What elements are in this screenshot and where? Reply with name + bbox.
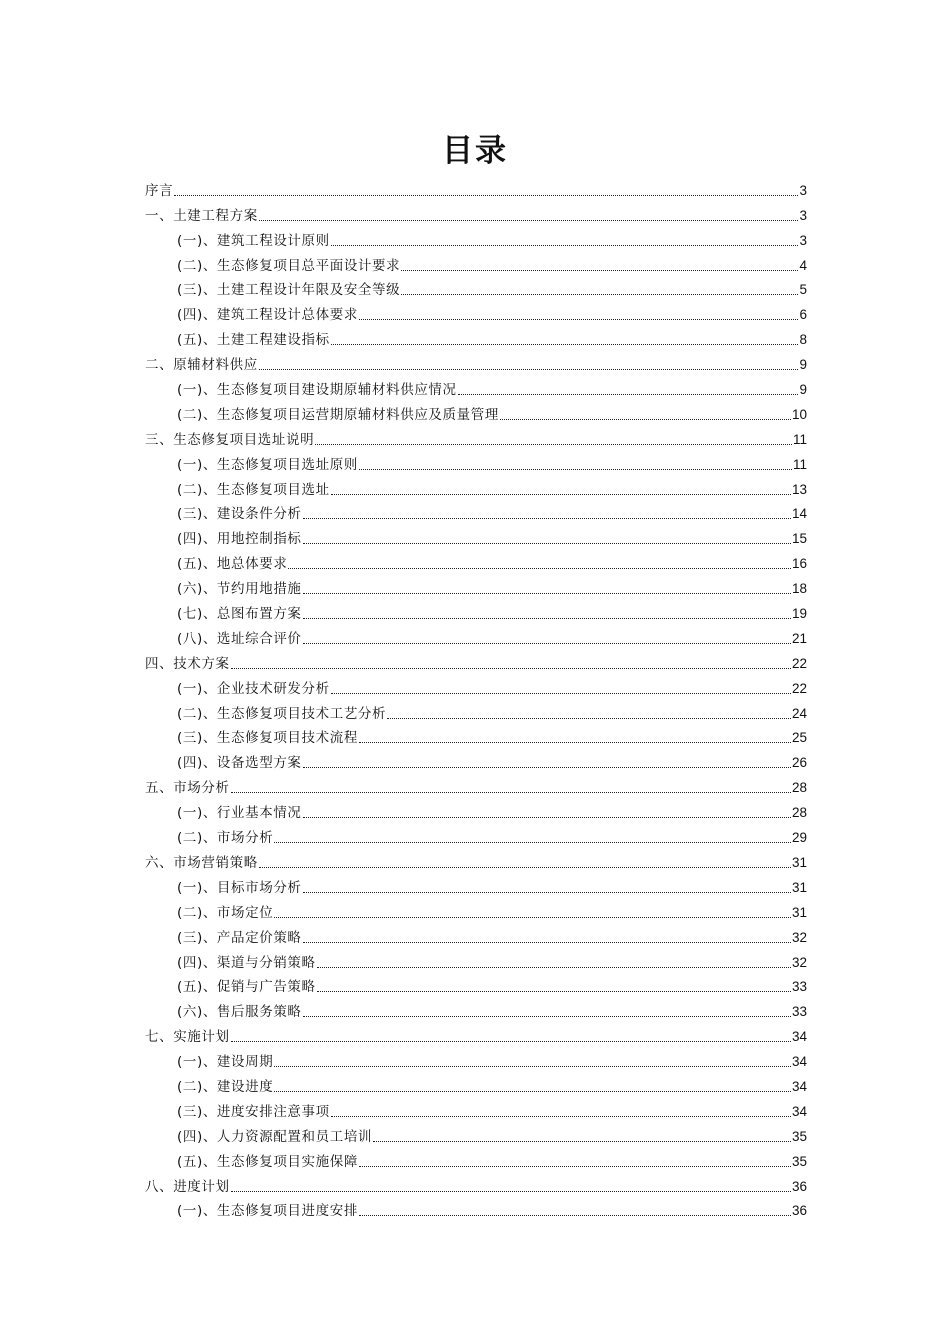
toc-entry-label: (一)、企业技术研发分析: [177, 680, 330, 697]
toc-dot-leader: [303, 892, 791, 893]
toc-entry-chapter[interactable]: [145, 772, 807, 797]
toc-entry-page-number: 4: [799, 257, 807, 273]
toc-entry-label: (四)、渠道与分销策略: [177, 954, 316, 971]
toc-dot-leader: [331, 693, 791, 694]
toc-entry-page-number: 28: [791, 805, 807, 821]
toc-dot-leader: [303, 643, 791, 644]
toc-entry-page-number: 36: [791, 1178, 807, 1194]
toc-entry-label: 五、市场分析: [145, 780, 230, 797]
toc-dot-leader: [303, 942, 791, 943]
toc-entry-label: (四)、设备选型方案: [177, 755, 302, 772]
toc-dot-leader: [288, 568, 791, 569]
toc-entry-chapter[interactable]: [145, 175, 807, 200]
toc-entry-label: (三)、建设条件分析: [177, 506, 302, 523]
toc-entry-label: (一)、行业基本情况: [177, 805, 302, 822]
toc-entry-page-number: 18: [791, 581, 807, 597]
toc-dot-leader: [331, 1116, 791, 1117]
toc-entry-section[interactable]: [145, 822, 807, 847]
toc-entry-page-number: 34: [791, 1054, 807, 1070]
toc-entry-page-number: 28: [791, 780, 807, 796]
toc-list: [145, 175, 807, 1220]
toc-entry-page-number: 14: [791, 506, 807, 522]
toc-entry-label: (一)、生态修复项目建设期原辅材料供应情况: [177, 382, 457, 399]
toc-dot-leader: [331, 245, 799, 246]
toc-dot-leader: [317, 967, 791, 968]
toc-entry-page-number: 33: [791, 979, 807, 995]
toc-entry-section[interactable]: [145, 897, 807, 922]
toc-entry-label: (八)、选址综合评价: [177, 630, 302, 647]
toc-entry-section[interactable]: [145, 225, 807, 250]
toc-entry-page-number: 34: [791, 1078, 807, 1094]
toc-entry-page-number: 24: [791, 705, 807, 721]
toc-entry-chapter[interactable]: [145, 424, 807, 449]
toc-entry-section[interactable]: [145, 872, 807, 897]
toc-entry-section[interactable]: [145, 698, 807, 723]
toc-entry-chapter[interactable]: [145, 1171, 807, 1196]
toc-dot-leader: [303, 593, 791, 594]
toc-entry-label: (一)、生态修复项目进度安排: [177, 1203, 358, 1220]
toc-dot-leader: [259, 369, 799, 370]
toc-entry-page-number: 5: [799, 282, 807, 298]
toc-entry-section[interactable]: [145, 797, 807, 822]
toc-dot-leader: [303, 767, 791, 768]
toc-entry-section[interactable]: [145, 250, 807, 275]
toc-entry-page-number: 8: [799, 332, 807, 348]
toc-entry-chapter[interactable]: [145, 1021, 807, 1046]
toc-entry-label: (二)、生态修复项目运营期原辅材料供应及质量管理: [177, 406, 499, 423]
toc-entry-section[interactable]: [145, 1146, 807, 1171]
toc-dot-leader: [274, 842, 791, 843]
toc-entry-label: (三)、进度安排注意事项: [177, 1103, 330, 1120]
toc-entry-section[interactable]: [145, 972, 807, 997]
toc-entry-page-number: 9: [799, 382, 807, 398]
toc-entry-label: (六)、售后服务策略: [177, 1004, 302, 1021]
toc-entry-label: (七)、总图布置方案: [177, 606, 302, 623]
toc-entry-page-number: 10: [791, 406, 807, 422]
toc-entry-section[interactable]: [145, 523, 807, 548]
toc-entry-label: (一)、生态修复项目选址原则: [177, 456, 358, 473]
toc-entry-section[interactable]: [145, 673, 807, 698]
toc-entry-page-number: 31: [791, 904, 807, 920]
toc-entry-label: 六、市场营销策略: [145, 854, 258, 871]
toc-entry-page-number: 22: [791, 655, 807, 671]
toc-entry-label: (四)、建筑工程设计总体要求: [177, 307, 358, 324]
toc-dot-leader: [303, 1016, 791, 1017]
toc-entry-section[interactable]: [145, 399, 807, 424]
toc-dot-leader: [315, 444, 792, 445]
toc-dot-leader: [303, 518, 791, 519]
toc-dot-leader: [174, 195, 798, 196]
toc-entry-section[interactable]: [145, 996, 807, 1021]
toc-entry-section[interactable]: [145, 723, 807, 748]
toc-entry-section[interactable]: [145, 499, 807, 524]
toc-entry-label: 一、土建工程方案: [145, 207, 258, 224]
toc-dot-leader: [231, 668, 791, 669]
toc-entry-label: 七、实施计划: [145, 1029, 230, 1046]
toc-entry-label: (五)、生态修复项目实施保障: [177, 1153, 358, 1170]
toc-entry-section[interactable]: [145, 299, 807, 324]
toc-dot-leader: [401, 270, 798, 271]
toc-entry-section[interactable]: [145, 623, 807, 648]
toc-entry-page-number: 31: [791, 854, 807, 870]
toc-entry-label: 四、技术方案: [145, 655, 230, 672]
toc-dot-leader: [303, 543, 791, 544]
toc-dot-leader: [458, 394, 799, 395]
toc-entry-label: (五)、土建工程建设指标: [177, 332, 330, 349]
toc-entry-section[interactable]: [145, 598, 807, 623]
toc-title: 目录: [442, 133, 508, 169]
toc-entry-section[interactable]: [145, 747, 807, 772]
toc-entry-label: (二)、生态修复项目总平面设计要求: [177, 257, 401, 274]
toc-entry-section[interactable]: [145, 1071, 807, 1096]
toc-entry-page-number: 34: [791, 1103, 807, 1119]
toc-dot-leader: [359, 1166, 791, 1167]
toc-entry-chapter[interactable]: [145, 847, 807, 872]
toc-entry-label: (三)、生态修复项目技术流程: [177, 730, 358, 747]
toc-dot-leader: [231, 792, 791, 793]
toc-dot-leader: [274, 1091, 791, 1092]
toc-entry-page-number: 36: [791, 1203, 807, 1219]
toc-entry-page-number: 11: [792, 456, 807, 472]
toc-entry-chapter[interactable]: [145, 648, 807, 673]
toc-entry-label: (三)、土建工程设计年限及安全等级: [177, 282, 401, 299]
toc-entry-label: (二)、建设进度: [177, 1078, 274, 1095]
toc-entry-page-number: 22: [791, 680, 807, 696]
toc-entry-label: (二)、生态修复项目选址: [177, 481, 330, 498]
toc-entry-section[interactable]: [145, 1196, 807, 1221]
toc-entry-page-number: 9: [799, 357, 807, 373]
toc-dot-leader: [359, 1215, 791, 1216]
toc-entry-section[interactable]: [145, 548, 807, 573]
toc-dot-leader: [231, 1191, 791, 1192]
toc-entry-page-number: 15: [791, 531, 807, 547]
toc-entry-section[interactable]: [145, 474, 807, 499]
toc-dot-leader: [359, 742, 791, 743]
toc-dot-leader: [373, 1141, 791, 1142]
toc-dot-leader: [259, 220, 799, 221]
toc-dot-leader: [231, 1041, 791, 1042]
toc-dot-leader: [303, 618, 791, 619]
toc-entry-page-number: 3: [799, 182, 807, 198]
toc-entry-page-number: 33: [791, 1004, 807, 1020]
toc-dot-leader: [317, 991, 791, 992]
toc-dot-leader: [331, 494, 791, 495]
toc-entry-label: (二)、市场分析: [177, 830, 274, 847]
toc-entry-section[interactable]: [145, 275, 807, 300]
toc-entry-page-number: 11: [792, 431, 807, 447]
toc-entry-label: (三)、产品定价策略: [177, 929, 302, 946]
toc-entry-section[interactable]: [145, 922, 807, 947]
toc-entry-label: (四)、用地控制指标: [177, 531, 302, 548]
toc-dot-leader: [274, 917, 791, 918]
toc-entry-label: (一)、建筑工程设计原则: [177, 232, 330, 249]
toc-entry-page-number: 3: [799, 207, 807, 223]
toc-entry-label: 八、进度计划: [145, 1178, 230, 1195]
toc-entry-page-number: 6: [799, 307, 807, 323]
toc-entry-label: (一)、建设周期: [177, 1054, 274, 1071]
toc-dot-leader: [331, 344, 799, 345]
toc-dot-leader: [359, 319, 799, 320]
toc-dot-leader: [387, 718, 791, 719]
toc-entry-chapter[interactable]: [145, 349, 807, 374]
toc-entry-page-number: 35: [791, 1128, 807, 1144]
toc-entry-section[interactable]: [145, 449, 807, 474]
toc-dot-leader: [401, 294, 798, 295]
toc-entry-label: (一)、目标市场分析: [177, 879, 302, 896]
toc-entry-label: (四)、人力资源配置和员工培训: [177, 1128, 373, 1145]
toc-entry-page-number: 21: [791, 630, 807, 646]
toc-entry-section[interactable]: [145, 374, 807, 399]
toc-entry-section[interactable]: [145, 324, 807, 349]
toc-entry-page-number: 16: [791, 556, 807, 572]
toc-entry-page-number: 32: [791, 954, 807, 970]
toc-dot-leader: [274, 1066, 791, 1067]
toc-entry-section[interactable]: [145, 573, 807, 598]
toc-entry-page-number: 34: [791, 1029, 807, 1045]
toc-entry-label: 三、生态修复项目选址说明: [145, 431, 315, 448]
toc-entry-label: (二)、市场定位: [177, 904, 274, 921]
toc-entry-section[interactable]: [145, 1121, 807, 1146]
toc-dot-leader: [303, 817, 791, 818]
toc-entry-label: (二)、生态修复项目技术工艺分析: [177, 705, 387, 722]
toc-entry-page-number: 3: [799, 232, 807, 248]
toc-entry-section[interactable]: [145, 1096, 807, 1121]
toc-entry-label: 二、原辅材料供应: [145, 357, 258, 374]
toc-entry-page-number: 31: [791, 879, 807, 895]
toc-entry-chapter[interactable]: [145, 200, 807, 225]
toc-entry-label: (六)、节约用地措施: [177, 581, 302, 598]
toc-dot-leader: [259, 867, 791, 868]
toc-entry-page-number: 32: [791, 929, 807, 945]
toc-entry-label: (五)、促销与广告策略: [177, 979, 316, 996]
toc-entry-page-number: 29: [791, 830, 807, 846]
toc-dot-leader: [500, 419, 791, 420]
toc-entry-page-number: 26: [791, 755, 807, 771]
toc-entry-page-number: 25: [791, 730, 807, 746]
toc-entry-page-number: 13: [791, 481, 807, 497]
toc-entry-page-number: 19: [791, 606, 807, 622]
toc-entry-label: (五)、地总体要求: [177, 556, 288, 573]
toc-entry-section[interactable]: [145, 1046, 807, 1071]
toc-entry-section[interactable]: [145, 947, 807, 972]
toc-dot-leader: [359, 469, 792, 470]
toc-entry-label: 序言: [145, 182, 174, 199]
toc-entry-page-number: 35: [791, 1153, 807, 1169]
